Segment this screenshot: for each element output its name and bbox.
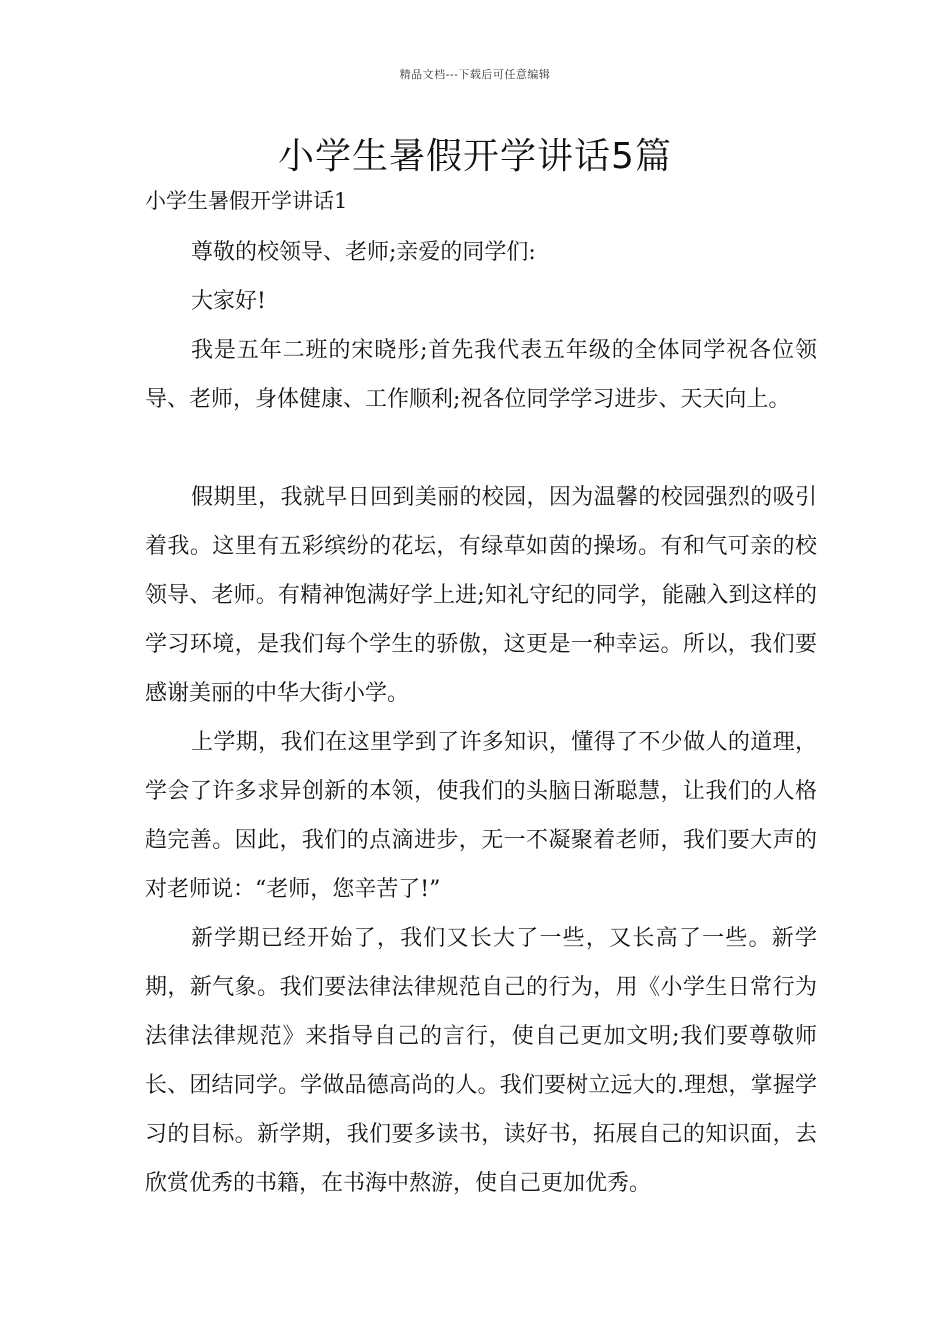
header-note: 精品文档---下载后可任意编辑 (399, 68, 551, 81)
section-heading: 小学生暑假开学讲话1 (145, 189, 348, 213)
document-title: 小学生暑假开学讲话5篇 (278, 136, 672, 177)
paragraph-greeting: 大家好! (191, 289, 266, 314)
paragraph-last-term: 上学期，我们在这里学到了许多知识，懂得了不少做人的道理，学会了许多求异创新的本领，使我们的头脑日渐聪慧，让我们的人格趋完善。因此，我们的点滴进步，无一不凝聚着老师，我们要大声的对老师说：“老师，您辛苦了!” (145, 730, 817, 902)
paragraph-campus: 假期里，我就早日回到美丽的校园，因为温馨的校园强烈的吸引着我。这里有五彩缤纷的花坛，有绿草如茵的操场。有和气可亲的校领导、老师。有精神饱满好学上进;知礼守纪的同学，能融入到这样的学习环境，是我们每个学生的骄傲，这更是一种幸运。所以，我们要感谢美丽的中华大街小学。 (145, 485, 817, 706)
paragraph-introduction: 我是五年二班的宋晓彤;首先我代表五年级的全体同学祝各位领导、老师，身体健康、工作顺利;祝各位同学学习进步、天天向上。 (145, 338, 817, 412)
paragraph-salutation: 尊敬的校领导、老师;亲爱的同学们: (191, 240, 536, 265)
paragraph-new-term: 新学期已经开始了，我们又长大了一些，又长高了一些。新学期，新气象。我们要法律法律规范自己的行为，用《小学生日常行为法律法律规范》来指导自己的言行，使自己更加文明;我们要尊敬师长、团结同学。学做品德高尚的人。我们要树立远大的.理想，掌握学习的目标。新学期，我们要多读书，读好书，拓展自己的知识面，去欣赏优秀的书籍，在书海中熬游，使自己更加优秀。 (145, 926, 817, 1196)
